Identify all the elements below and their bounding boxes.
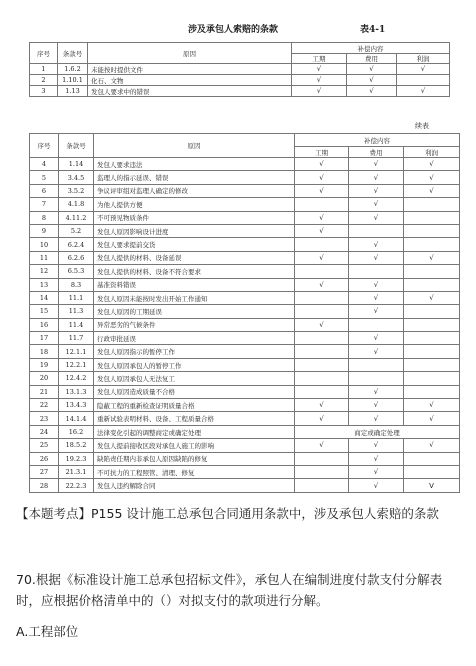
cell-cost: √ <box>347 86 397 97</box>
cell-seq: 28 <box>30 479 59 492</box>
table-row <box>30 372 460 385</box>
cell-cost: √ <box>349 158 404 171</box>
cell-time <box>295 452 349 465</box>
cell-seq: 18 <box>30 345 59 358</box>
cell-reason: 化石、文物 <box>88 75 292 86</box>
cell-clause: 12.1.1 <box>59 345 94 358</box>
cell-clause: 3.5.2 <box>59 184 94 197</box>
cell-cost <box>349 358 404 371</box>
cell-cost: √ <box>349 198 404 211</box>
cell-time <box>295 385 349 398</box>
cell-cost: √ <box>349 184 404 197</box>
cell-cost: √ <box>349 399 404 412</box>
cell-reason: 不可抗力的工程照管、清理、修复 <box>94 465 295 478</box>
cell-time: √ <box>292 86 347 97</box>
cell-cost: √ <box>349 278 404 291</box>
header-reason: 原因 <box>88 43 292 64</box>
cell-clause: 5.2 <box>59 224 94 237</box>
cell-profit <box>404 305 460 318</box>
header-compensation: 补偿内容 <box>292 43 450 54</box>
cell-seq: 13 <box>30 278 59 291</box>
table-row <box>30 238 460 251</box>
cell-time <box>295 305 349 318</box>
table-row <box>30 251 460 264</box>
cell-cost: √ <box>349 332 404 345</box>
cell-seq: 4 <box>30 158 59 171</box>
header-time: 工期 <box>295 147 349 158</box>
cell-reason: 发包人原因未能按时发出开始工作通知 <box>94 291 295 304</box>
cell-seq: 16 <box>30 318 59 331</box>
cell-profit <box>404 318 460 331</box>
cell-seq: 14 <box>30 291 59 304</box>
cell-clause: 1.6.2 <box>58 64 88 75</box>
cell-reason: 为他人提供方便 <box>94 198 295 211</box>
cell-clause: 12.2.1 <box>59 358 94 371</box>
cell-profit <box>404 452 460 465</box>
cell-time: √ <box>295 224 349 237</box>
table-row <box>30 211 460 224</box>
cell-seq: 17 <box>30 332 59 345</box>
table-row <box>30 452 460 465</box>
cell-clause: 16.2 <box>59 425 94 438</box>
cell-reason: 监理人的指示延误、错误 <box>94 171 295 184</box>
cell-profit: √ <box>404 171 460 184</box>
cell-cost: √ <box>349 465 404 478</box>
table-row <box>30 86 450 97</box>
cell-time <box>295 479 349 492</box>
table-row <box>30 171 460 184</box>
cell-cost: √ <box>349 452 404 465</box>
cell-reason: 发包人要求违法 <box>94 158 295 171</box>
cell-profit: V <box>404 479 460 492</box>
cell-reason: 异常恶劣的气候条件 <box>94 318 295 331</box>
cell-reason: 重新试验表明材料、设备、工程质量合格 <box>94 412 295 425</box>
cell-seq: 5 <box>30 171 59 184</box>
cell-profit: √ <box>404 439 460 452</box>
cell-seq: 24 <box>30 425 59 438</box>
cell-seq: 22 <box>30 399 59 412</box>
header-clause: 条款号 <box>59 134 94 158</box>
cell-time <box>295 265 349 278</box>
cell-seq: 2 <box>30 75 58 86</box>
knowledge-point-text: 【本题考点】P155 设计施工总承包合同通用条款中，涉及承包人索赔的条款 <box>16 506 439 521</box>
cell-reason: 发包人原因指示的暂停工作 <box>94 345 295 358</box>
cell-cost <box>349 265 404 278</box>
cell-time: √ <box>295 211 349 224</box>
table-main-body <box>30 64 450 97</box>
cell-profit: √ <box>404 184 460 197</box>
cell-cost: √ <box>349 385 404 398</box>
cell-reason: 发包人提供的材料、设备不符合要求 <box>94 265 295 278</box>
cell-cost <box>349 318 404 331</box>
header-seq: 序号 <box>30 134 59 158</box>
cell-reason: 发包人原因造成质量不合格 <box>94 385 295 398</box>
cell-seq: 27 <box>30 465 59 478</box>
cell-seq: 19 <box>30 358 59 371</box>
cell-seq: 3 <box>30 86 58 97</box>
header-clause: 条款号 <box>58 43 88 64</box>
cell-clause: 4.11.2 <box>59 211 94 224</box>
table-row <box>30 345 460 358</box>
cell-clause: 6.5.3 <box>59 265 94 278</box>
cell-clause: 6.2.6 <box>59 251 94 264</box>
cell-seq: 12 <box>30 265 59 278</box>
cell-cost: √ <box>349 305 404 318</box>
cell-reason: 发包人要求提前交货 <box>94 238 295 251</box>
table-row <box>30 75 450 86</box>
cell-profit <box>404 465 460 478</box>
cell-time <box>295 238 349 251</box>
cell-seq: 23 <box>30 412 59 425</box>
cell-profit: √ <box>397 86 450 97</box>
cell-profit <box>404 265 460 278</box>
option-a[interactable]: A.工程部位 <box>16 624 79 639</box>
cell-reason: 发包人原因影响设计进度 <box>94 224 295 237</box>
cell-cost: √ <box>349 439 404 452</box>
cell-profit <box>404 278 460 291</box>
cell-clause: 1.14 <box>59 158 94 171</box>
cell-time: √ <box>292 75 347 86</box>
cell-clause: 3.4.5 <box>59 171 94 184</box>
cell-seq: 11 <box>30 251 59 264</box>
table-row <box>30 184 460 197</box>
cell-cost: √ <box>349 251 404 264</box>
header-seq: 序号 <box>30 43 58 64</box>
cell-time <box>295 291 349 304</box>
table-row <box>30 265 460 278</box>
header-profit: 利润 <box>404 147 460 158</box>
cell-clause: 19.2.3 <box>59 452 94 465</box>
table-row <box>30 332 460 345</box>
cell-cost: √ <box>349 291 404 304</box>
claims-table-main <box>29 42 450 97</box>
cell-seq: 20 <box>30 372 59 385</box>
cell-seq: 8 <box>30 211 59 224</box>
claims-table-continued <box>29 133 460 493</box>
cell-reason: 缺陷责任期内非承包人原因缺陷的修复 <box>94 452 295 465</box>
cell-seq: 9 <box>30 224 59 237</box>
cell-cost: √ <box>347 75 397 86</box>
cell-cost <box>349 224 404 237</box>
cell-time: √ <box>295 158 349 171</box>
cell-clause: 11.4 <box>59 318 94 331</box>
cell-profit: √ <box>404 251 460 264</box>
cell-cost: √ <box>349 345 404 358</box>
table-row <box>30 425 460 438</box>
cell-clause: 22.2.3 <box>59 479 94 492</box>
cell-clause: 12.4.2 <box>59 372 94 385</box>
cell-time: √ <box>295 184 349 197</box>
cell-profit <box>404 372 460 385</box>
cell-reason: 基准资料错误 <box>94 278 295 291</box>
cell-time: √ <box>295 171 349 184</box>
cell-seq: 7 <box>30 198 59 211</box>
cell-profit <box>404 385 460 398</box>
cell-cost: √ <box>349 211 404 224</box>
table-continued-body <box>30 158 460 493</box>
table-row <box>30 399 460 412</box>
table-row <box>30 278 460 291</box>
cell-cost: √ <box>347 64 397 75</box>
header-compensation: 补偿内容 <box>295 134 460 147</box>
cell-clause: 8.3 <box>59 278 94 291</box>
table-number: 表4-1 <box>360 25 386 35</box>
cell-profit <box>404 345 460 358</box>
table-row <box>30 198 460 211</box>
cell-clause: 1.13 <box>58 86 88 97</box>
table-title: 涉及承包人索赔的条款 <box>188 25 279 35</box>
cell-seq: 25 <box>30 439 59 452</box>
cell-reason: 法律变化引起的调整商定或确定处理 <box>94 425 295 438</box>
cell-seq: 10 <box>30 238 59 251</box>
table-row <box>30 412 460 425</box>
cell-reason: 不可预见物质条件 <box>94 211 295 224</box>
cell-clause: 1.10.1 <box>58 75 88 86</box>
table-row <box>30 305 460 318</box>
cell-time <box>295 332 349 345</box>
cell-time: √ <box>295 318 349 331</box>
cell-profit: √ <box>404 158 460 171</box>
cell-time <box>295 345 349 358</box>
cell-cost: √ <box>349 479 404 492</box>
table-row <box>30 158 460 171</box>
cell-time <box>295 465 349 478</box>
cell-seq: 1 <box>30 64 58 75</box>
table-row <box>30 291 460 304</box>
cell-seq: 15 <box>30 305 59 318</box>
cell-time: √ <box>295 251 349 264</box>
cell-seq: 26 <box>30 452 59 465</box>
cell-reason: 发包人原因的工期延误 <box>94 305 295 318</box>
table-row <box>30 64 450 75</box>
cell-time: √ <box>295 399 349 412</box>
cell-clause: 13.1.3 <box>59 385 94 398</box>
cell-profit: √ <box>397 64 450 75</box>
cell-clause: 11.3 <box>59 305 94 318</box>
cell-reason: 隐蔽工程的重新检查证明质量合格 <box>94 399 295 412</box>
cell-reason: 争议评审组对监理人确定的修改 <box>94 184 295 197</box>
cell-cost: √ <box>349 171 404 184</box>
cell-profit <box>397 75 450 86</box>
table-row <box>30 358 460 371</box>
cell-profit: √ <box>404 412 460 425</box>
cell-time: √ <box>292 64 347 75</box>
table-row <box>30 318 460 331</box>
cell-time <box>295 372 349 385</box>
cell-time: √ <box>295 439 349 452</box>
cell-seq: 6 <box>30 184 59 197</box>
cell-reason: 未能按时提供文件 <box>88 64 292 75</box>
header-cost: 费用 <box>347 54 397 64</box>
cell-clause: 21.3.1 <box>59 465 94 478</box>
cell-reason: 行政审批延误 <box>94 332 295 345</box>
table-row <box>30 224 460 237</box>
cell-time: √ <box>295 412 349 425</box>
header-reason: 原因 <box>94 134 295 158</box>
header-time: 工期 <box>292 54 347 64</box>
cell-cost: √ <box>349 412 404 425</box>
cell-clause: 4.1.8 <box>59 198 94 211</box>
table-row <box>30 385 460 398</box>
cell-profit <box>404 211 460 224</box>
continued-label: 续表 <box>415 122 429 130</box>
cell-seq: 21 <box>30 385 59 398</box>
cell-clause: 11.1 <box>59 291 94 304</box>
cell-reason: 发包人原因承包人无法复工 <box>94 372 295 385</box>
cell-reason: 发包人违约解除合同 <box>94 479 295 492</box>
table-row <box>30 479 460 492</box>
question-text: 70.根据《标准设计施工总承包招标文件》，承包人在编制进度付款支付分解表时，应根据价格清单中的（）对拟支付的款项进行分解。 <box>16 572 443 608</box>
cell-profit <box>404 198 460 211</box>
table-row <box>30 465 460 478</box>
cell-profit: √ <box>404 291 460 304</box>
cell-clause: 6.2.4 <box>59 238 94 251</box>
cell-time <box>295 358 349 371</box>
header-cost: 费用 <box>349 147 404 158</box>
cell-merged-compensation: 商定或确定处理 <box>295 425 460 438</box>
cell-profit <box>404 224 460 237</box>
cell-reason: 发包人提前接收区段对承包人施工的影响 <box>94 439 295 452</box>
cell-clause: 18.5.2 <box>59 439 94 452</box>
cell-clause: 11.7 <box>59 332 94 345</box>
cell-profit <box>404 238 460 251</box>
cell-time <box>295 198 349 211</box>
cell-clause: 14.1.4 <box>59 412 94 425</box>
cell-cost: √ <box>349 238 404 251</box>
cell-profit <box>404 332 460 345</box>
table-row <box>30 439 460 452</box>
cell-profit: √ <box>404 399 460 412</box>
table-title-row <box>0 22 476 38</box>
cell-time: √ <box>295 278 349 291</box>
cell-profit <box>404 358 460 371</box>
cell-reason: 发包人原因承包人的暂停工作 <box>94 358 295 371</box>
cell-reason: 发包人要求中的错误 <box>88 86 292 97</box>
header-profit: 利润 <box>397 54 450 64</box>
cell-reason: 发包人提供的材料、设备延误 <box>94 251 295 264</box>
cell-clause: 13.4.3 <box>59 399 94 412</box>
cell-cost <box>349 372 404 385</box>
